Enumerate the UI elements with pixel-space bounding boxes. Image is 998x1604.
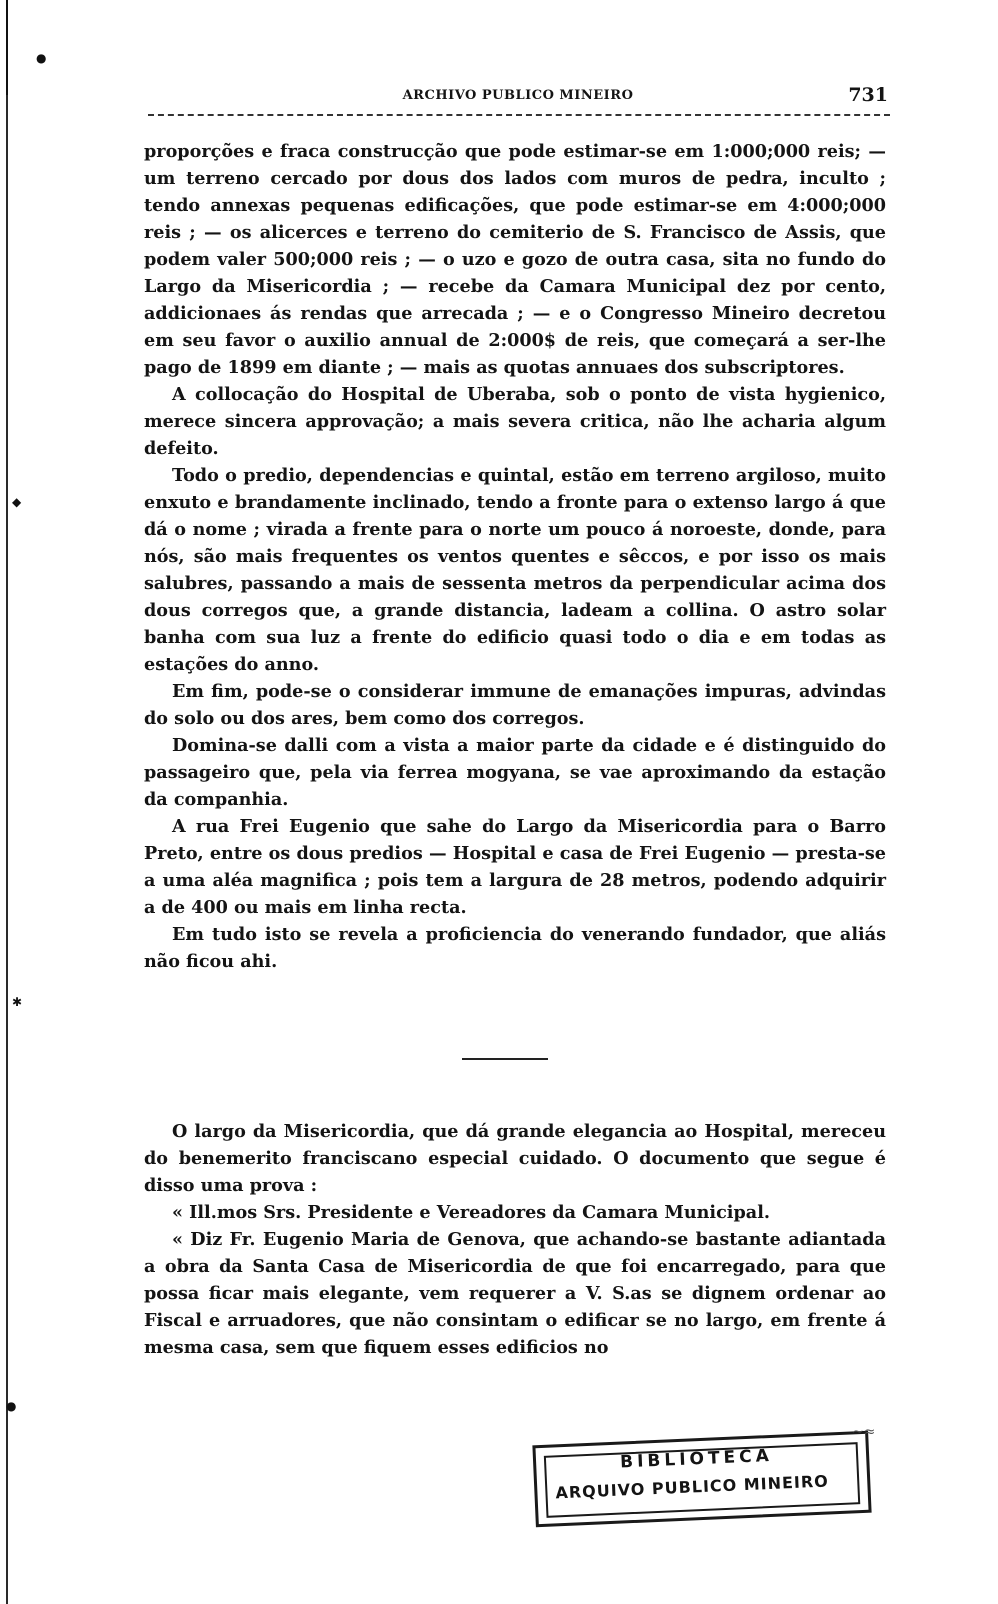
- margin-mark: ✱: [12, 995, 23, 1009]
- stamp-line-2: ARQUIVO PUBLICO MINEIRO: [555, 1471, 830, 1503]
- margin-mark: ●: [36, 51, 47, 65]
- paragraph: O largo da Misericordia, que dá grande elegancia ao Hospital, mereceu do benemerito franciscano especial cuidado. O documento que segue é disso uma prova :: [144, 1121, 886, 1196]
- page-number: 731: [848, 84, 888, 106]
- running-header: [148, 84, 888, 114]
- stamp-line-1: BIBLIOTECA: [619, 1445, 774, 1473]
- margin-mark: ◆: [12, 495, 22, 509]
- paragraph: proporções e fraca construcção que pode estimar-se em 1:000;000 reis; — um terreno cercado por dous dos lados com muros de pedra, inculto ; tendo annexas pequenas edificações, que pode estimar-se em 4:000;000 reis ; — os alicerces e terreno do cemiterio de S. Francisco de Assis, que podem valer 500;000 reis ; — o uzo e gozo de outra casa, sita no fundo do Largo da Misericordia ; — recebe da Camara Municipal dez por cento, addicionaes ás rendas que arrecada ; — e o Congresso Mineiro decretou em seu favor o auxilio annual de 2:000$ de reis, que começará a ser-lhe pago de 1899 em diante ; — mais as quotas annuaes dos subscriptores.: [144, 141, 886, 378]
- margin-mark: ●: [6, 1399, 17, 1413]
- main-text: [144, 138, 886, 975]
- paragraph: Em fim, pode-se o considerar immune de emanações impuras, advindas do solo ou dos ares, bem como dos corregos.: [144, 681, 886, 729]
- paragraph: A rua Frei Eugenio que sahe do Largo da Misericordia para o Barro Preto, entre os dous predios — Hospital e casa de Frei Eugenio — presta-se a uma aléa magnifica ; pois tem a largura de 28 metros, podendo adquirir a de 400 ou mais em linha recta.: [144, 816, 886, 918]
- header-rule: [148, 114, 890, 116]
- paragraph: « Ill.mos Srs. Presidente e Vereadores da Camara Municipal.: [172, 1202, 770, 1223]
- library-stamp: [532, 1431, 871, 1528]
- paragraph: A collocação do Hospital de Uberaba, sob o ponto de vista hygienico, merece sincera approvação; a mais severa critica, não lhe acharia algum defeito.: [144, 384, 886, 459]
- header-title: ARCHIVO PUBLICO MINEIRO: [402, 88, 634, 103]
- paragraph: Todo o predio, dependencias e quintal, estão em terreno argiloso, muito enxuto e brandamente inclinado, tendo a fronte para o extenso largo á que dá o nome ; virada a frente para o norte um pouco á noroeste, donde, para nós, são mais frequentes os ventos quentes e sêccos, e por isso os mais salubres, passando a mais de sessenta metros da perpendicular acima dos dous corregos que, a grande distancia, ladeam a collina. O astro solar banha com sua luz a frente do edificio quasi todo o dia e em todas as estações do anno.: [144, 465, 886, 675]
- paragraph: Em tudo isto se revela a proficiencia do venerando fundador, que aliás não ficou ahi.: [144, 924, 886, 972]
- section-separator: [462, 1058, 548, 1060]
- stamp-smudge: ~≈: [852, 1424, 876, 1440]
- paragraph: « Diz Fr. Eugenio Maria de Genova, que achando-se bastante adiantada a obra da Santa Casa de Misericordia de que foi encarregado, para que possa ficar mais elegante, vem requerer a V. S.as se dignem ordenar ao Fiscal e arruadores, que não consintam o edificar se no largo, em frente á mesma casa, sem que fiquem esses edificios no: [144, 1229, 886, 1358]
- binding-edge: [6, 0, 8, 1604]
- paragraph: Domina-se dalli com a vista a maior parte da cidade e é distinguido do passageiro que, pela via ferrea mogyana, se vae aproximando da estação da companhia.: [144, 735, 886, 810]
- binding-edge-dark: [6, 0, 8, 95]
- letter-text: [144, 1118, 886, 1361]
